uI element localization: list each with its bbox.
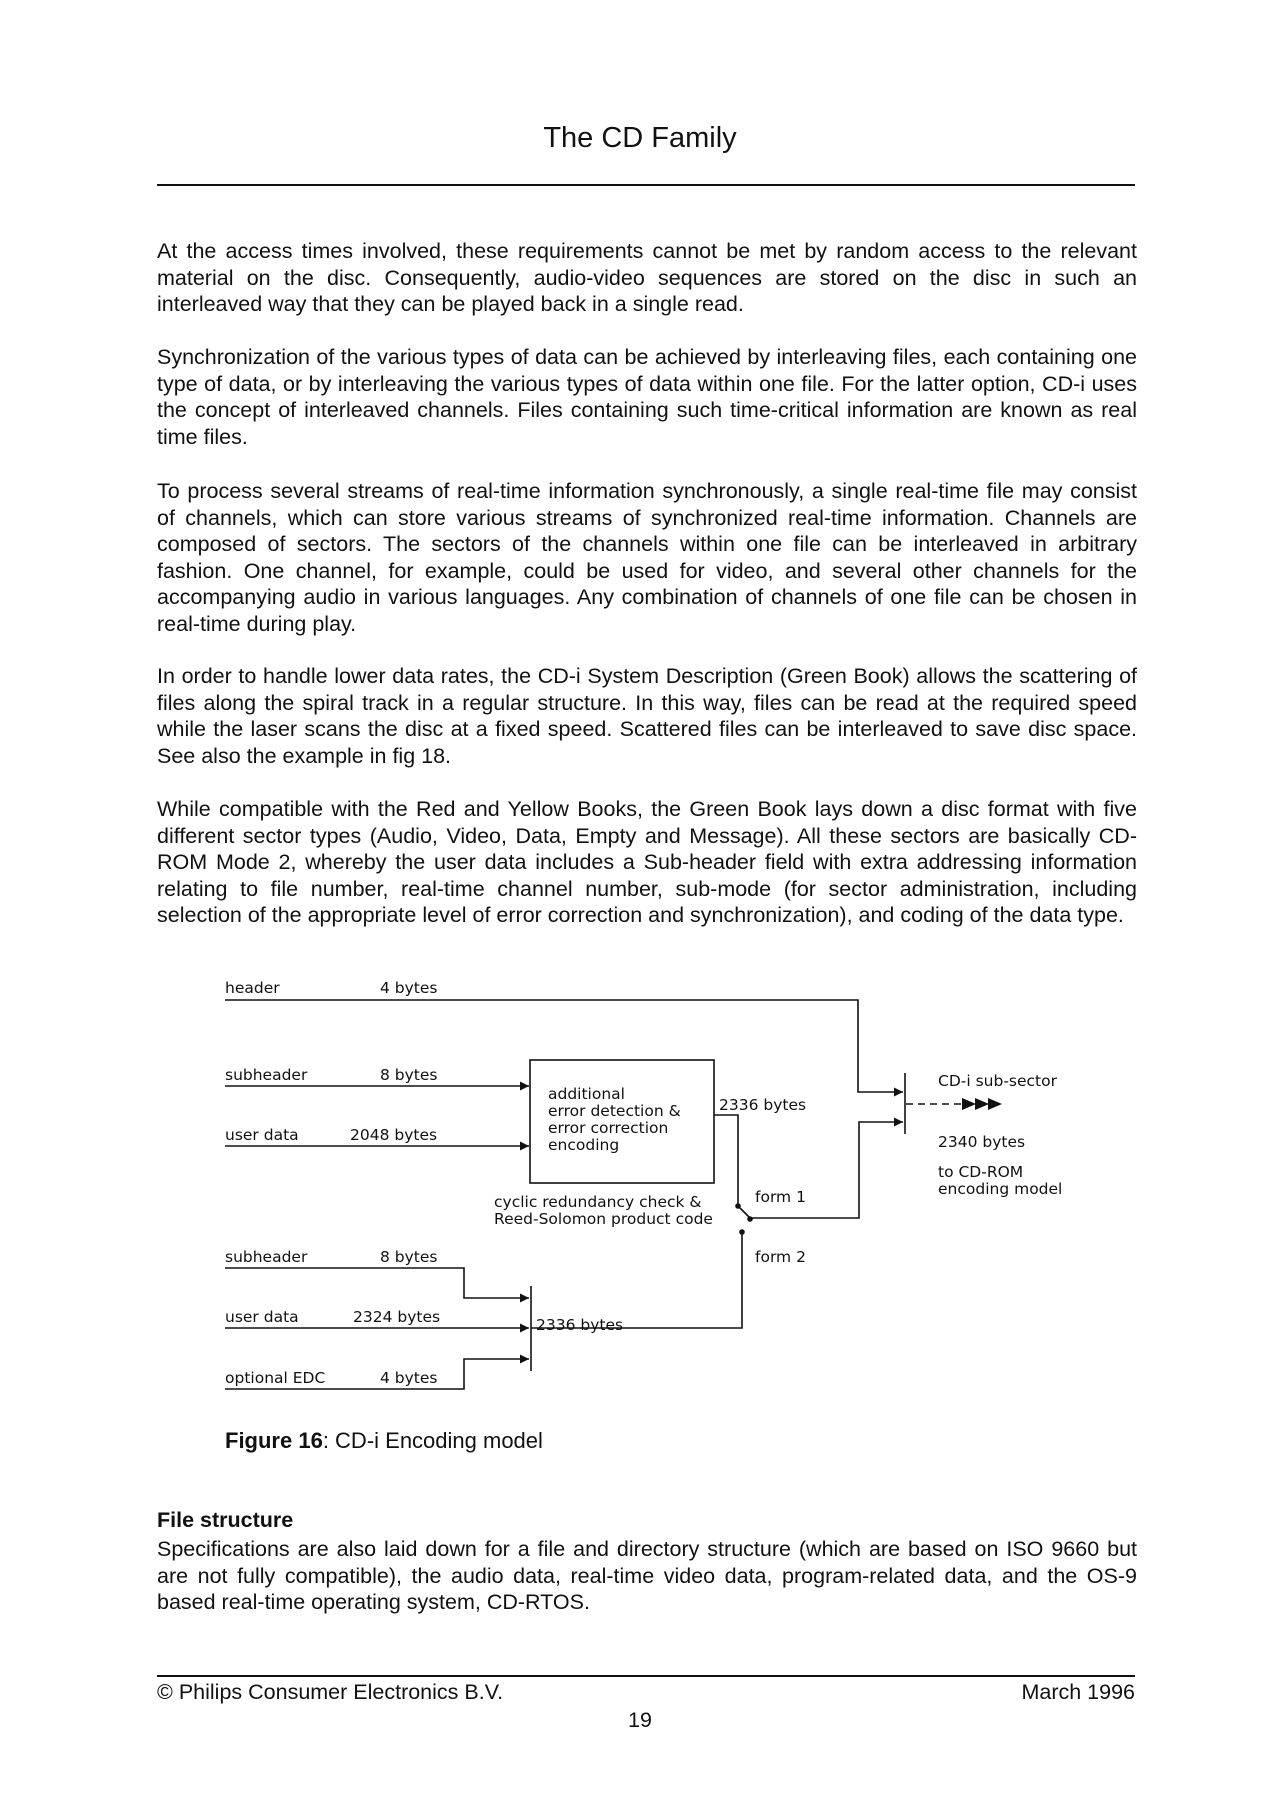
form1-label: form 1 <box>755 1188 806 1206</box>
encoder-line-4: encoding <box>548 1136 620 1154</box>
crc-note-line-1: cyclic redundancy check & <box>494 1193 702 1211</box>
label-subheader-form2: subheader <box>225 1248 308 1266</box>
figure-caption <box>225 1428 543 1454</box>
label-user-data-form2: user data <box>225 1308 299 1326</box>
encoder-line-1: additional <box>548 1085 625 1103</box>
size-subheader-form2: 8 bytes <box>380 1248 438 1266</box>
footer-copyright: © Philips Consumer Electronics B.V. <box>157 1680 504 1704</box>
label-optional-edc: optional EDC <box>225 1369 326 1387</box>
result-dest-line-2: encoding model <box>938 1180 1063 1198</box>
encoder-output-size: 2336 bytes <box>719 1096 807 1114</box>
form2-output-size: 2336 bytes <box>536 1316 624 1334</box>
encoder-line-3: error correction <box>548 1119 669 1137</box>
paragraph-access-times: At the access times involved, these requirements cannot be met by random access to the relevant material on the disc. Consequently, audio-video sequences are stored on the disc in such an interleaved way that they can be played back in a single read. <box>157 239 1137 317</box>
paragraph-synchronization: Synchronization of the various types of data can be achieved by interleaving files, each containing one type of data, or by interleaving the various types of data within one file. For the latter option, CD-i uses the concept of interleaved channels. Files containing such time-critical information are known as real time files. <box>157 345 1137 449</box>
size-subheader: 8 bytes <box>380 1066 438 1084</box>
result-title: CD-i sub-sector <box>938 1072 1057 1090</box>
result-dest-line-1: to CD-ROM <box>938 1163 1024 1181</box>
size-header: 4 bytes <box>380 979 438 997</box>
form2-label: form 2 <box>755 1248 806 1266</box>
footer-rule <box>157 1675 1135 1677</box>
encoder-line-2: error detection & <box>548 1102 681 1120</box>
size-user-data: 2048 bytes <box>350 1126 438 1144</box>
figure-number: Figure 16 <box>225 1428 323 1453</box>
page-title: The CD Family <box>543 122 737 154</box>
paragraph-file-structure: Specifications are also laid down for a file and directory structure (which are based on ISO 9660 but are not fully compatible), the audio data, real-time video data, program-related data, and the OS-9 based real-time operating system, CD-RTOS. <box>157 1537 1137 1615</box>
paragraph-green-book: While compatible with the Red and Yellow Books, the Green Book lays down a disc format with five different sector types (Audio, Video, Data, Empty and Message). All these sectors are basically CD-ROM Mode 2, whereby the user data includes a Sub-header field with extra addressing information relating to file number, real-time channel number, sub-mode (for sector administration, including selection of the appropriate level of error correction and synchronization), and coding of the data type. <box>157 797 1137 928</box>
result-size: 2340 bytes <box>938 1133 1026 1151</box>
output-arrowheads-icon <box>962 1098 1002 1110</box>
label-header: header <box>225 979 280 997</box>
label-subheader: subheader <box>225 1066 308 1084</box>
label-user-data: user data <box>225 1126 299 1144</box>
page-number: 19 <box>628 1708 652 1732</box>
size-user-data-form2: 2324 bytes <box>353 1308 441 1326</box>
paragraph-real-time-streams: To process several streams of real-time information synchronously, a single real-time file may consist of channels, which can store various streams of synchronized real-time information. Channels are composed of sectors. The sectors of the channels within one file can be interleaved in arbitrary fashion. One channel, for example, could be used for video, and several other channels for the accompanying audio in various languages. Any combination of channels of one file can be chosen in real-time during play. <box>157 479 1137 636</box>
form-switch-icon <box>735 1203 753 1235</box>
crc-note-line-2: Reed-Solomon product code <box>494 1210 713 1228</box>
size-optional-edc: 4 bytes <box>380 1369 438 1387</box>
figure-caption-text: : CD-i Encoding model <box>322 1428 543 1453</box>
section-heading-file-structure: File structure <box>157 1508 294 1532</box>
footer-date: March 1996 <box>1021 1680 1135 1704</box>
paragraph-lower-data-rates: In order to handle lower data rates, the CD-i System Description (Green Book) allows the scattering of files along the spiral track in a regular structure. In this way, files can be read at the required speed while the laser scans the disc at a fixed speed. Scattered files can be interleaved to save disc space. See also the example in fig 18. <box>157 664 1137 768</box>
